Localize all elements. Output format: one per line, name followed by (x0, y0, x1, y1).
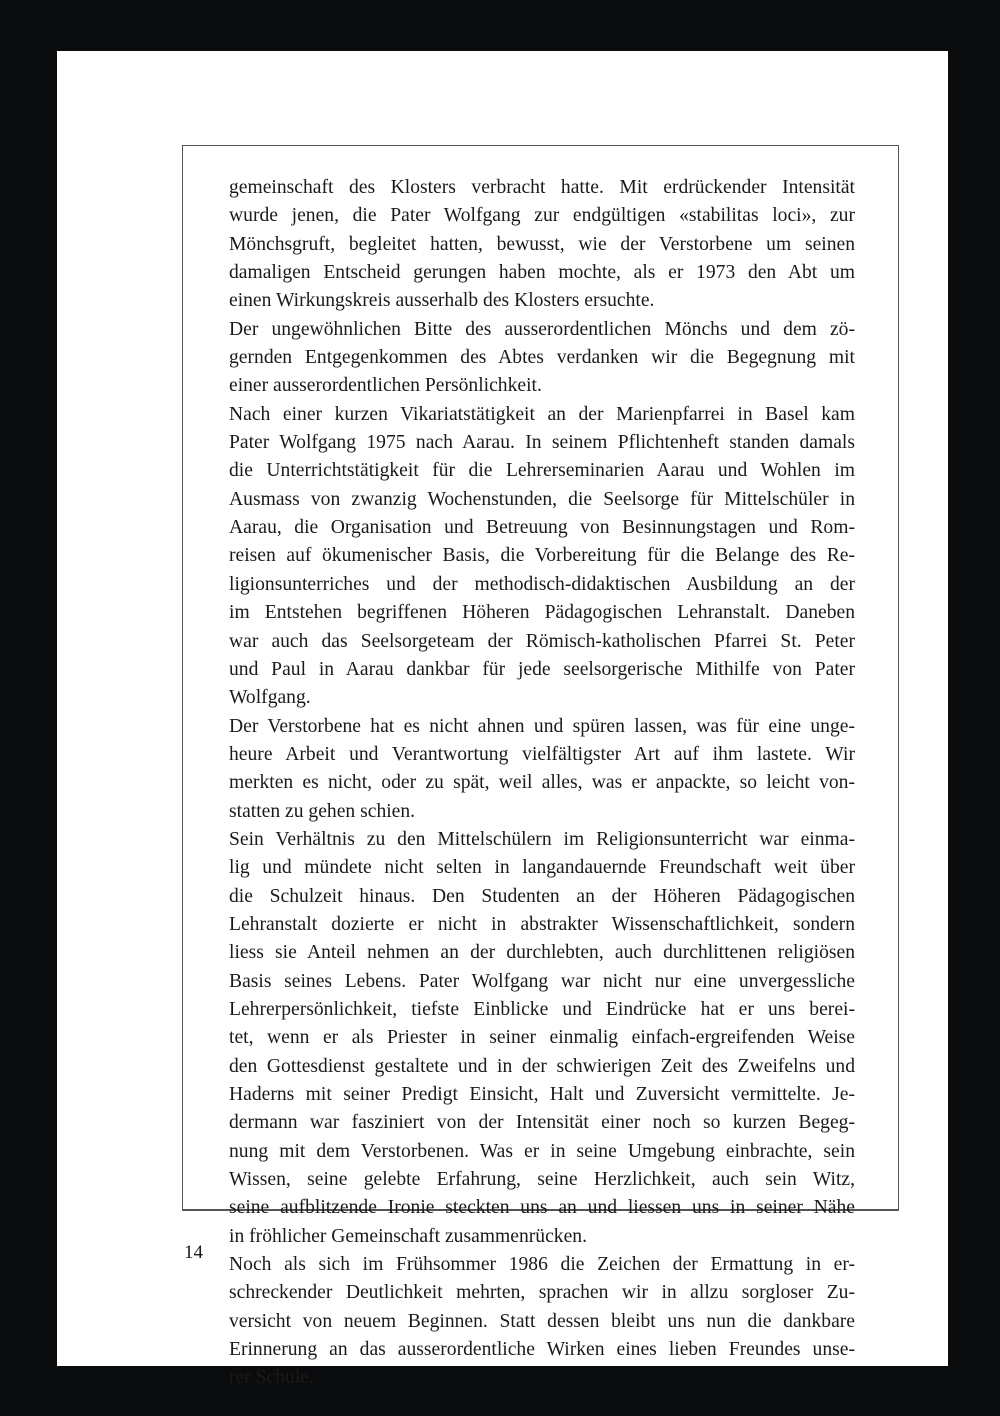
paragraph (229, 316, 855, 401)
paragraph (229, 174, 855, 316)
text-line: Lehrerpersönlichkeit, tiefste Einblicke und Eindrücke hat er uns berei- (229, 998, 855, 1020)
text-line: Haderns mit seiner Predigt Einsicht, Halt und Zuversicht vermittelte. Je- (229, 1084, 855, 1105)
text-line: einen Wirkungskreis ausserhalb des Klosters ersuchte. (229, 290, 655, 312)
text-line: merkten es nicht, oder zu spät, weil alles, was er anpackte, so leicht von- (229, 772, 855, 794)
text-line: Nach einer kurzen Vikariatstätigkeit an der Marienpfarrei in Basel kam (229, 403, 855, 425)
text-line: reisen auf ökumenischer Basis, die Vorbereitung für die Belange des Re- (229, 545, 855, 567)
text-line: in fröhlicher Gemeinschaft zusammenrücken. (229, 1225, 587, 1247)
text-line: Erinnerung an das ausserordentliche Wirken eines lieben Freundes unse- (229, 1339, 855, 1361)
text-line: Mönchsgruft, begleitet hatten, bewusst, wie der Verstorbene um seinen (229, 233, 855, 255)
text-line: Sein Verhältnis zu den Mittelschülern im Religionsunterricht war einma- (229, 828, 855, 850)
text-line: seine aufblitzende Ironie steckten uns an und liessen uns in seiner Nähe (229, 1197, 855, 1219)
text-line: die Schulzeit hinaus. Den Studenten an der Höheren Pädagogischen (229, 885, 855, 907)
paragraph (229, 713, 855, 826)
text-line: Basis seines Lebens. Pater Wolfgang war nicht nur eine unvergessliche (229, 970, 855, 992)
text-line: Der Verstorbene hat es nicht ahnen und spüren lassen, was für eine unge- (229, 715, 855, 737)
document-page (57, 51, 948, 1389)
text-line: lig und mündete nicht selten in langandauernde Freundschaft weit über (229, 857, 855, 879)
text-line: Pater Wolfgang 1975 nach Aarau. In seinem Pflichtenheft standen damals (229, 432, 855, 454)
text-line: Aarau, die Organisation und Betreuung von Besinnungstagen und Rom- (229, 517, 855, 539)
text-line: gernden Entgegenkommen des Abtes verdanken wir die Begegnung mit (229, 347, 855, 369)
text-line: Lehranstalt dozierte er nicht in abstrakter Wissenschaftlichkeit, sondern (229, 913, 855, 935)
text-line: ligionsunterriches und der methodisch-didaktischen Ausbildung an der (229, 573, 855, 595)
text-line: nung mit dem Verstorbenen. Was er in seine Umgebung einbrachte, sein (229, 1140, 855, 1162)
text-line: Ausmass von zwanzig Wochenstunden, die Seelsorge für Mittelschüler in (229, 488, 855, 510)
text-line: tet, wenn er als Priester in seiner einmalig einfach-ergreifenden Weise (229, 1027, 855, 1049)
text-line: gemeinschaft des Klosters verbracht hatte. Mit erdrückender Intensität (229, 177, 855, 198)
page-number: 14 (184, 1242, 203, 1263)
text-line: einer ausserordentlichen Persönlichkeit. (229, 375, 542, 397)
text-line: versicht von neuem Beginnen. Statt dessen bleibt uns nun die dankbare (229, 1310, 855, 1332)
text-line: und Paul in Aarau dankbar für jede seelsorgerische Mithilfe von Pater (229, 658, 855, 680)
text-line: statten zu gehen schien. (229, 800, 416, 822)
text-line: Wissen, seine gelebte Erfahrung, seine Herzlichkeit, auch sein Witz, (229, 1169, 855, 1191)
text-line: liess sie Anteil nehmen an der durchlebten, auch durchlittenen religiösen (229, 942, 855, 964)
paragraph (229, 1251, 855, 1393)
text-line: Wolfgang. (229, 687, 311, 709)
text-line: war auch das Seelsorgeteam der Römisch-katholischen Pfarrei St. Peter (229, 630, 855, 652)
paragraph (229, 401, 855, 713)
text-line: dermann war fasziniert von der Intensität einer noch so kurzen Begeg- (229, 1112, 855, 1134)
text-line: Noch als sich im Frühsommer 1986 die Zeichen der Ermattung in er- (229, 1254, 855, 1276)
text-line: schreckender Deutlichkeit mehrten, sprachen wir in allzu sorgloser Zu- (229, 1282, 855, 1304)
text-line: rer Schule. (229, 1367, 314, 1389)
text-line: die Unterrichtstätigkeit für die Lehrerseminarien Aarau und Wohlen im (229, 460, 855, 482)
text-line: im Entstehen begriffenen Höheren Pädagogischen Lehranstalt. Daneben (229, 602, 855, 624)
text-line: heure Arbeit und Verantwortung vielfältigster Art auf ihm lastete. Wir (229, 743, 855, 765)
text-line: damaligen Entscheid gerungen haben mochte, als er 1973 den Abt um (229, 262, 855, 284)
body-text (229, 174, 855, 1393)
text-line: wurde jenen, die Pater Wolfgang zur endgültigen «stabilitas loci», zur (229, 205, 855, 227)
text-line: den Gottesdienst gestaltete und in der schwierigen Zeit des Zweifelns und (229, 1055, 855, 1077)
text-line: Der ungewöhnlichen Bitte des ausserordentlichen Mönchs und dem zö- (229, 318, 855, 340)
paragraph (229, 826, 855, 1251)
